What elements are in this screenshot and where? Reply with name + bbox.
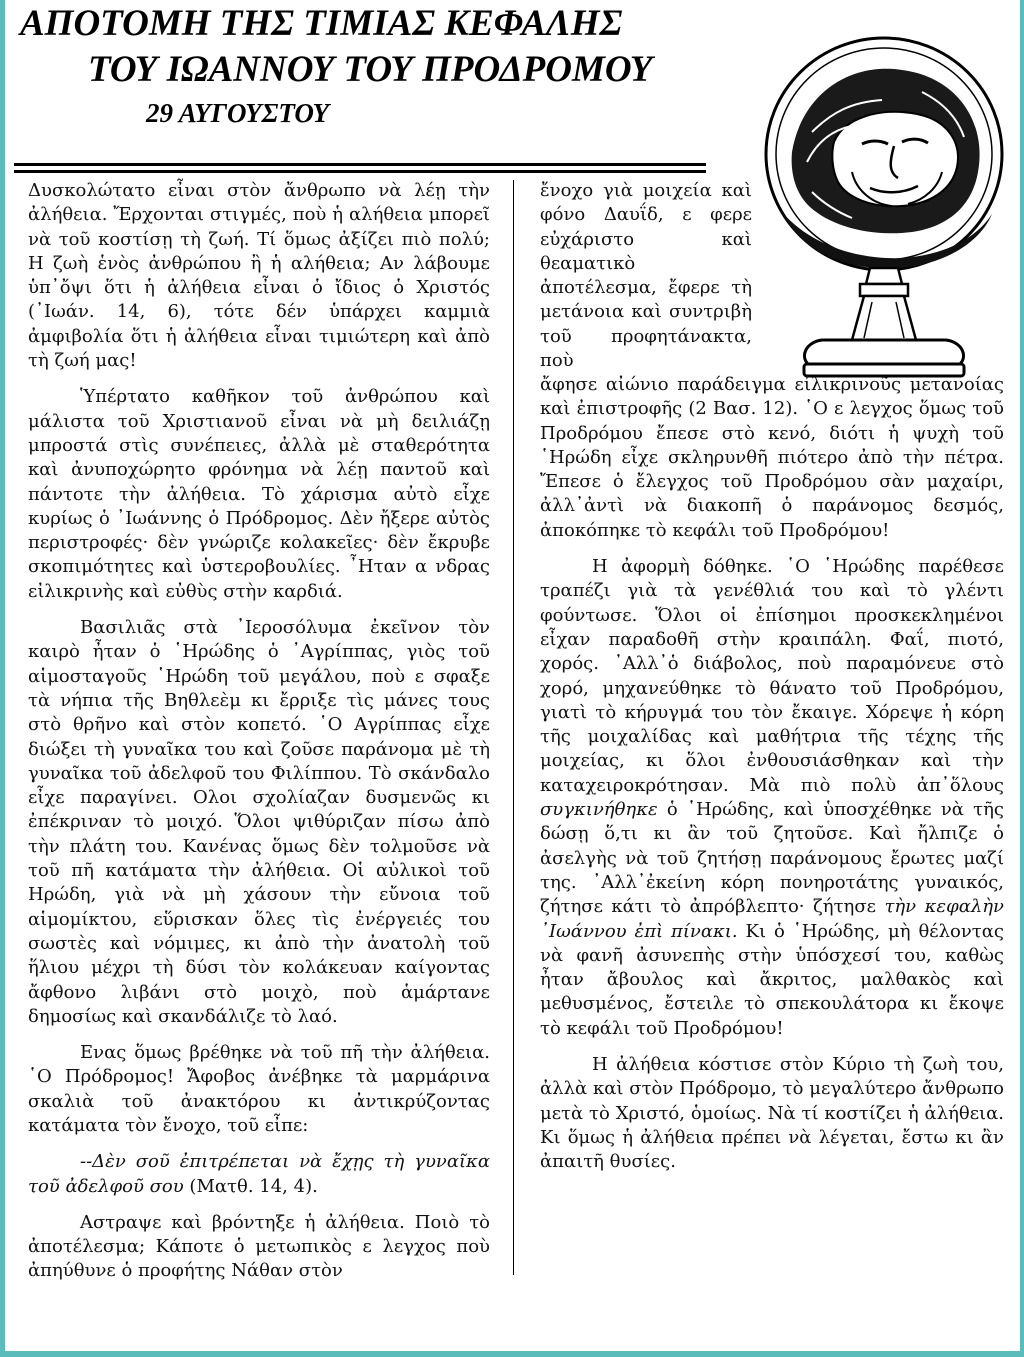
severed-head-on-platter-icon bbox=[752, 22, 1014, 384]
paragraph: ἔνοχο γιὰ μοιχεία καὶ φόνο Δαυΐδ, ε φερε εὐχάριστο καὶ θεαματικὸ ἀποτέλεσμα, ἔφερε τὴ μετάνοια καὶ συντριβὴ τοῦ προφητάνακτα, ποὺ bbox=[540, 180, 752, 372]
emphasis: τὴν κεφαλὴν ᾽Ιωάννου ἐπὶ πίνακι. bbox=[540, 896, 1004, 942]
feast-date: 29 ΑΥΓΟΥΣΤΟΥ bbox=[146, 98, 330, 128]
paragraph: Ὑπέρτατο καθῆκον τοῦ ἀνθρώπου καὶ μάλιστα τοῦ Χριστιανοῦ εἶναι νὰ μὴ δειλιάζῃ μπροστά στὶς συνέπειες, ἀλλὰ μὲ σταθερότητα καὶ ἀνυποχώρητο φρόνημα νὰ λέῃ παντοῦ καὶ πάντοτε τὴν ἀλήθεια. Τὸ χάρισμα αὐτὸ εἶχε κυρίως ὁ ᾽Ιωάννης ὁ Πρόδρομος. Δὲν ἤξερε αὐτὸς περιστροφές· δὲν γνώριζε κολακεῖες· δὲν ἔκρυβε σκοπιμότητες καὶ ὑστεροβουλίες. ῏Ηταν α νδρας εἰλικρινὴς καὶ εὐθὺς στὴν καρδιά. bbox=[28, 386, 490, 602]
right-column-top bbox=[540, 179, 752, 373]
emphasis: συγκινήθηκε bbox=[540, 799, 658, 821]
paragraph: Ενας ὅμως βρέθηκε νὰ τοῦ πῆ τὴν ἀλήθεια. ῾Ο Πρόδρομος! Ἄφοβος ἀνέβηκε τὰ μαρμάρινα σκαλιὰ τοῦ ἀνακτόρου κι ἀντικρύζοντας κατάματα τὸν ἔνοχο, τοῦ εἶπε: bbox=[28, 1042, 490, 1136]
header-rule-top bbox=[14, 163, 706, 166]
scripture-quote bbox=[28, 1150, 490, 1199]
column-divider bbox=[513, 180, 514, 1275]
right-column bbox=[540, 373, 1004, 1175]
paragraph: Βασιλιᾶς στὰ ᾽Ιεροσόλυμα ἐκεῖνον τὸν καιρὸ ἦταν ὁ ῾Ηρώδης ὁ ᾽Αγρίππας, γιὸς τοῦ αἱμοσταγοῦς ῾Ηρώδη τοῦ μεγάλου, ποὺ ε σφαξε τὰ νήπια τῆς Βηθλεὲμ κι ἔρριξε τὶς μάνες τους στὸ θρῆνο καὶ στὸν κοπετό. ῾Ο Αγρίππας εἶχε διώξει τὴ γυναῖκα του καὶ ζοῦσε παράνομα μὲ τὴ γυναῖκα τοῦ ἀδελφοῦ του Φιλίππου. Τὸ σκάνδαλο εἶχε παραγίνει. Ολοι σχολίαζαν δυσμενῶς κι ἐπέκριναν τὸ μοιχό. Ὅλοι ψιθύριζαν πίσω ἀπὸ τὴν πλάτη του. Κανένας ὅμως δὲν τολμοῦσε νὰ τοῦ πῆ κατάματα τὴν ἀλήθεια. Οἱ αὐλικοὶ τοῦ Ηρώδη, γιὰ νὰ μὴ χάσουν τὴν εὔνοια τοῦ αἱμομίκτου, εὕρισκαν ὅλες τὶς ἐνέργειές του σωστὲς καὶ νόμιμες, κι ἀπὸ τὴν ἀνατολὴ τοῦ ἥλιου μέχρι τὴ δύσι τὸν κολάκευαν καίγοντας ἄφθονο λιβάνι στὸ μοιχὸ, ποὺ ἁμάρτανε δημοσίως καὶ σκανδάλιζε τὸ λαό. bbox=[28, 617, 490, 1027]
quote-reference: (Ματθ. 14, 4). bbox=[183, 1175, 318, 1197]
title-line-1: ΑΠΟΤΟΜΗ ΤΗΣ ΤΙΜΙΑΣ ΚΕΦΑΛΗΣ bbox=[20, 3, 623, 44]
page-border-bottom bbox=[0, 1351, 1024, 1357]
title-line-2: ΤΟΥ ΙΩΑΝΝΟΥ ΤΟΥ ΠΡΟΔΡΟΜΟΥ bbox=[88, 49, 653, 90]
paragraph: ἄφησε αἰώνιο παράδειγμα εἰλικρινοῦς μετανοίας καὶ ἐπιστροφῆς (2 Βασ. 12). ῾Ο ε λεγχος ὅμως τοῦ Προδρόμου ἔπεσε στὸ κενό, διότι ἡ ψυχὴ τοῦ ῾Ηρώδη εἶχε σκληρυνθῆ πιότερο ἀπὸ τὴν πέτρα. Ἔπεσε ὁ ἔλεγχος τοῦ Προδρόμου σὰν μαχαίρι, ἀλλ᾽ἀντὶ νὰ διακοπῆ ὁ παράνομος δεσμός, ἀποκόπηκε τὸ κεφάλι τοῦ Προδρόμου! bbox=[540, 374, 1004, 541]
left-column bbox=[28, 179, 490, 1284]
paragraph: Αστραψε καὶ βρόντηξε ἡ ἀλήθεια. Ποιὸ τὸ ἀποτέλεσμα; Κάποτε ὁ μετωπικὸς ε λεγχος ποὺ ἀπηύθυνε ὁ προφήτης Νάθαν στὸν bbox=[28, 1211, 490, 1282]
page-border-right bbox=[1020, 0, 1024, 1357]
paragraph: Δυσκολώτατο εἶναι στὸν ἄνθρωπο νὰ λέῃ τὴν ἀλήθεια. Ἔρχονται στιγμές, ποὺ ἡ αλήθεια μπορεῖ νὰ τοῦ κοστίσῃ τὴ ζωή. Τί ὅμως ἀξίζει πιὸ πολύ; Η ζωὴ ἑνὸς ἀνθρώπου ἢ ἡ αλήθεια; Αν λάβουμε ὑπ᾽ὄψι ὅτι ἡ ἀλήθεια εἶναι ὁ ἴδιος ὁ Χριστός (᾽Ιωάν. 14, 6), τότε δέν ὑπάρχει καμμιὰ ἀμφιβολία ὅτι ἡ ἀλήθεια εἶναι τιμιώτερη καὶ ἀπὸ τὴ ζωή μας! bbox=[28, 180, 490, 372]
paragraph: Η ἀλήθεια κόστισε στὸν Κύριο τὴ ζωὴ του, ἀλλὰ καὶ στὸν Πρόδρομο, τὸ μεγαλύτερο ἄνθρωπο μετὰ τὸ Χριστό, ὁμοίως. Νὰ τί κοστίζει ἡ ἀλήθεια. Κι ὅμως ἡ ἀλήθεια πρέπει νὰ λέγεται, ἔστω κι ἂν ἀπαιτῆ θυσίες. bbox=[540, 1054, 1004, 1173]
header-rule-bottom bbox=[14, 170, 706, 173]
page-border-left bbox=[0, 0, 5, 1357]
quote-text: --Δὲν σοῦ ἐπιτρέπεται νὰ ἔχῃς τὴ γυναῖκα τοῦ ἀδελφοῦ σου bbox=[28, 1151, 490, 1197]
paragraph: Η ἀφορμὴ δόθηκε. ῾Ο ῾Ηρώδης παρέθεσε τραπέζι γιὰ τὰ γενέθλιά του καὶ τὸ γλέντι φούντωσε. Ὅλοι οἱ ἐπίσημοι προσκεκλημένοι εἶχαν παραδοθῆ στὴν κραιπάλη. Φαΐ, πιοτό, χορός. ᾽Αλλ᾽ὁ διάβολος, ποὺ παραμόνευε στὸ χορό, μηχανεύθηκε τὸ θάνατο τοῦ Προδρόμου, γιατὶ τὸ κήρυγμά του τὸν ἔκαιγε. Χόρεψε ἡ κόρη τῆς μοιχαλίδας καὶ μαθήτρια τῆς τέχης τῆς μοιχείας, κι ὅλοι ἐνθουσιάσθηκαν καὶ τὴν καταχειροκρότησαν. Μὰ πιὸ πολὺ ἀπ᾽ὅλους συγκινήθηκε ὁ ῾Ηρώδης, καὶ ὑποσχέθηκε νὰ τῆς δώσῃ ὅ,τι κι ἂν τοῦ ζητοῦσε. Καὶ ἤλπιζε ὁ ἀσελγὴς νὰ τοῦ ζητήσῃ παράνομους ἔρωτες μαζί της. ᾽Αλλ᾽ἐκείνη κόρη πονηροτάτης γυναικός, ζήτησε κάτι τὸ ἀπρόβλεπτο· ζήτησε τὴν κεφαλὴν ᾽Ιωάννου ἐπὶ πίνακι. Κι ὁ ῾Ηρώδης, μὴ θέλοντας νὰ φανῆ ἀσυνεπὴς στὴν ὑπόσχεσί του, καθὼς ἦταν ἄβουλος καὶ ἄκριτος, μαλθακὸς καὶ μεθυσμένος, ἔστειλε τὸ σπεκουλάτορα κι ἔκοψε τὸ κεφάλι τοῦ Προδρόμου! bbox=[540, 556, 1005, 1039]
